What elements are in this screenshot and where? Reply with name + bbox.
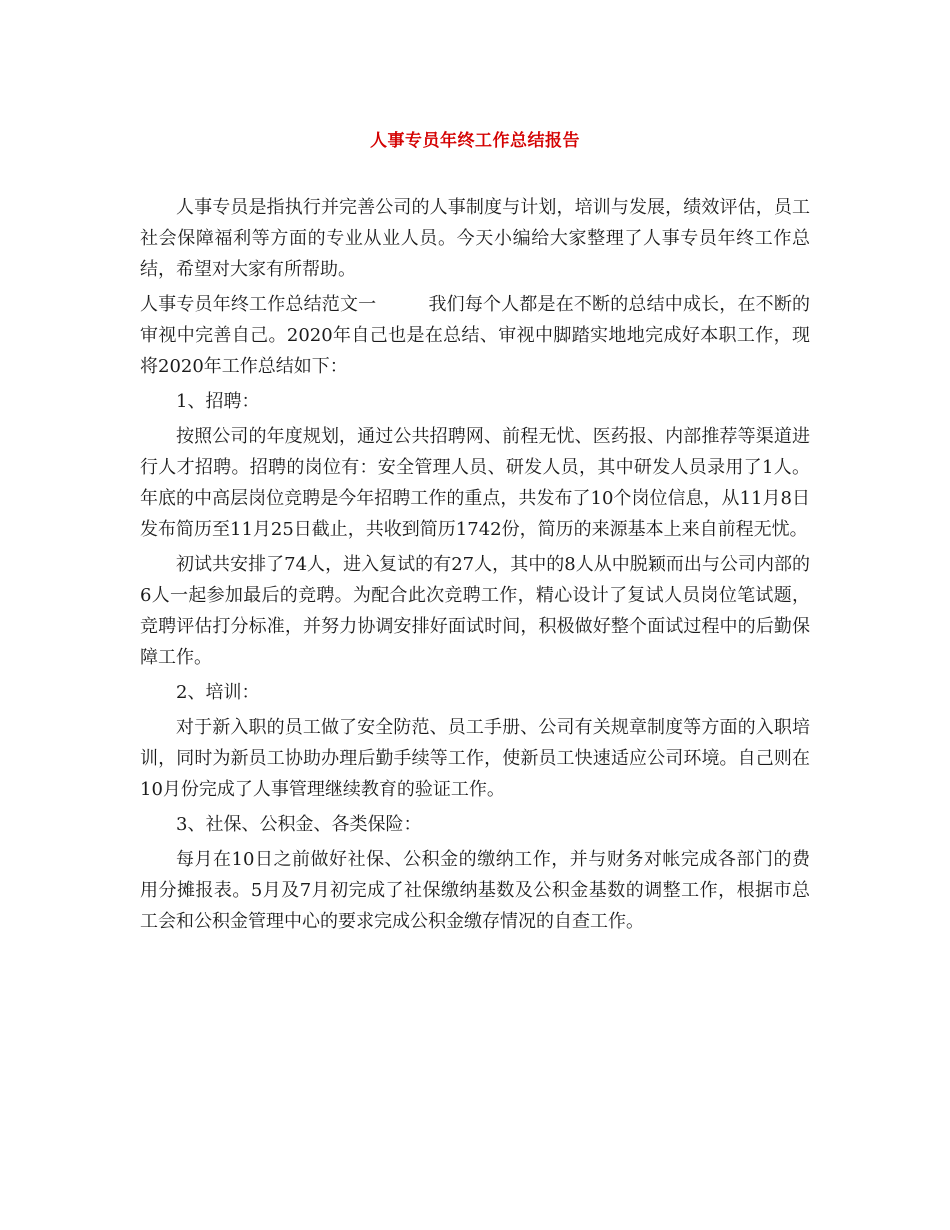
section-paragraph	[140, 289, 810, 382]
section-intro: 我们每个人都是在不断的总结中成长，在不断的审视中完善自己。2020年自己也是在总结、审视中脚踏实地地完成好本职工作，现将2020年工作总结如下：	[140, 294, 811, 377]
document-title: 人事专员年终工作总结报告	[370, 131, 580, 151]
intro-paragraph: 人事专员是指执行并完善公司的人事制度与计划，培训与发展，绩效评估，员工社会保障福利等方面的专业从业人员。今天小编给大家整理了人事专员年终工作总结，希望对大家有所帮助。	[140, 197, 810, 280]
paragraph-training: 对于新入职的员工做了安全防范、员工手册、公司有关规章制度等方面的入职培训，同时为新员工协助办理后勤手续等工作，使新员工快速适应公司环境。自己则在10月份完成了人事管理继续教育的验证工作。	[140, 717, 810, 800]
heading-social-security: 3、社保、公积金、各类保险：	[176, 814, 422, 835]
heading-recruitment: 1、招聘：	[176, 391, 260, 412]
paragraph-recruitment-2: 初试共安排了74人，进入复试的有27人，其中的8人从中脱颖而出与公司内部的6人一起参加最后的竞聘。为配合此次竞聘工作，精心设计了复试人员岗位笔试题，竞聘评估打分标准，并努力协调安排好面试时间，积极做好整个面试过程中的后勤保障工作。	[140, 554, 810, 668]
heading-training: 2、培训：	[176, 682, 260, 703]
document-page	[140, 0, 810, 1230]
document-body	[140, 192, 810, 941]
section-title: 人事专员年终工作总结范文一	[140, 294, 377, 315]
paragraph-recruitment-1: 按照公司的年度规划，通过公共招聘网、前程无忧、医药报、内部推荐等渠道进行人才招聘。招聘的岗位有：安全管理人员、研发人员，其中研发人员录用了1人。年底的中高层岗位竞聘是今年招聘工作的重点，共发布了10个岗位信息，从11月8日发布简历至11月25日截止，共收到简历1742份，简历的来源基本上来自前程无忧。	[140, 426, 810, 540]
paragraph-social-security: 每月在10日之前做好社保、公积金的缴纳工作，并与财务对帐完成各部门的费用分摊报表。5月及7月初完成了社保缴纳基数及公积金基数的调整工作，根据市总工会和公积金管理中心的要求完成公积金缴存情况的自查工作。	[140, 849, 810, 932]
